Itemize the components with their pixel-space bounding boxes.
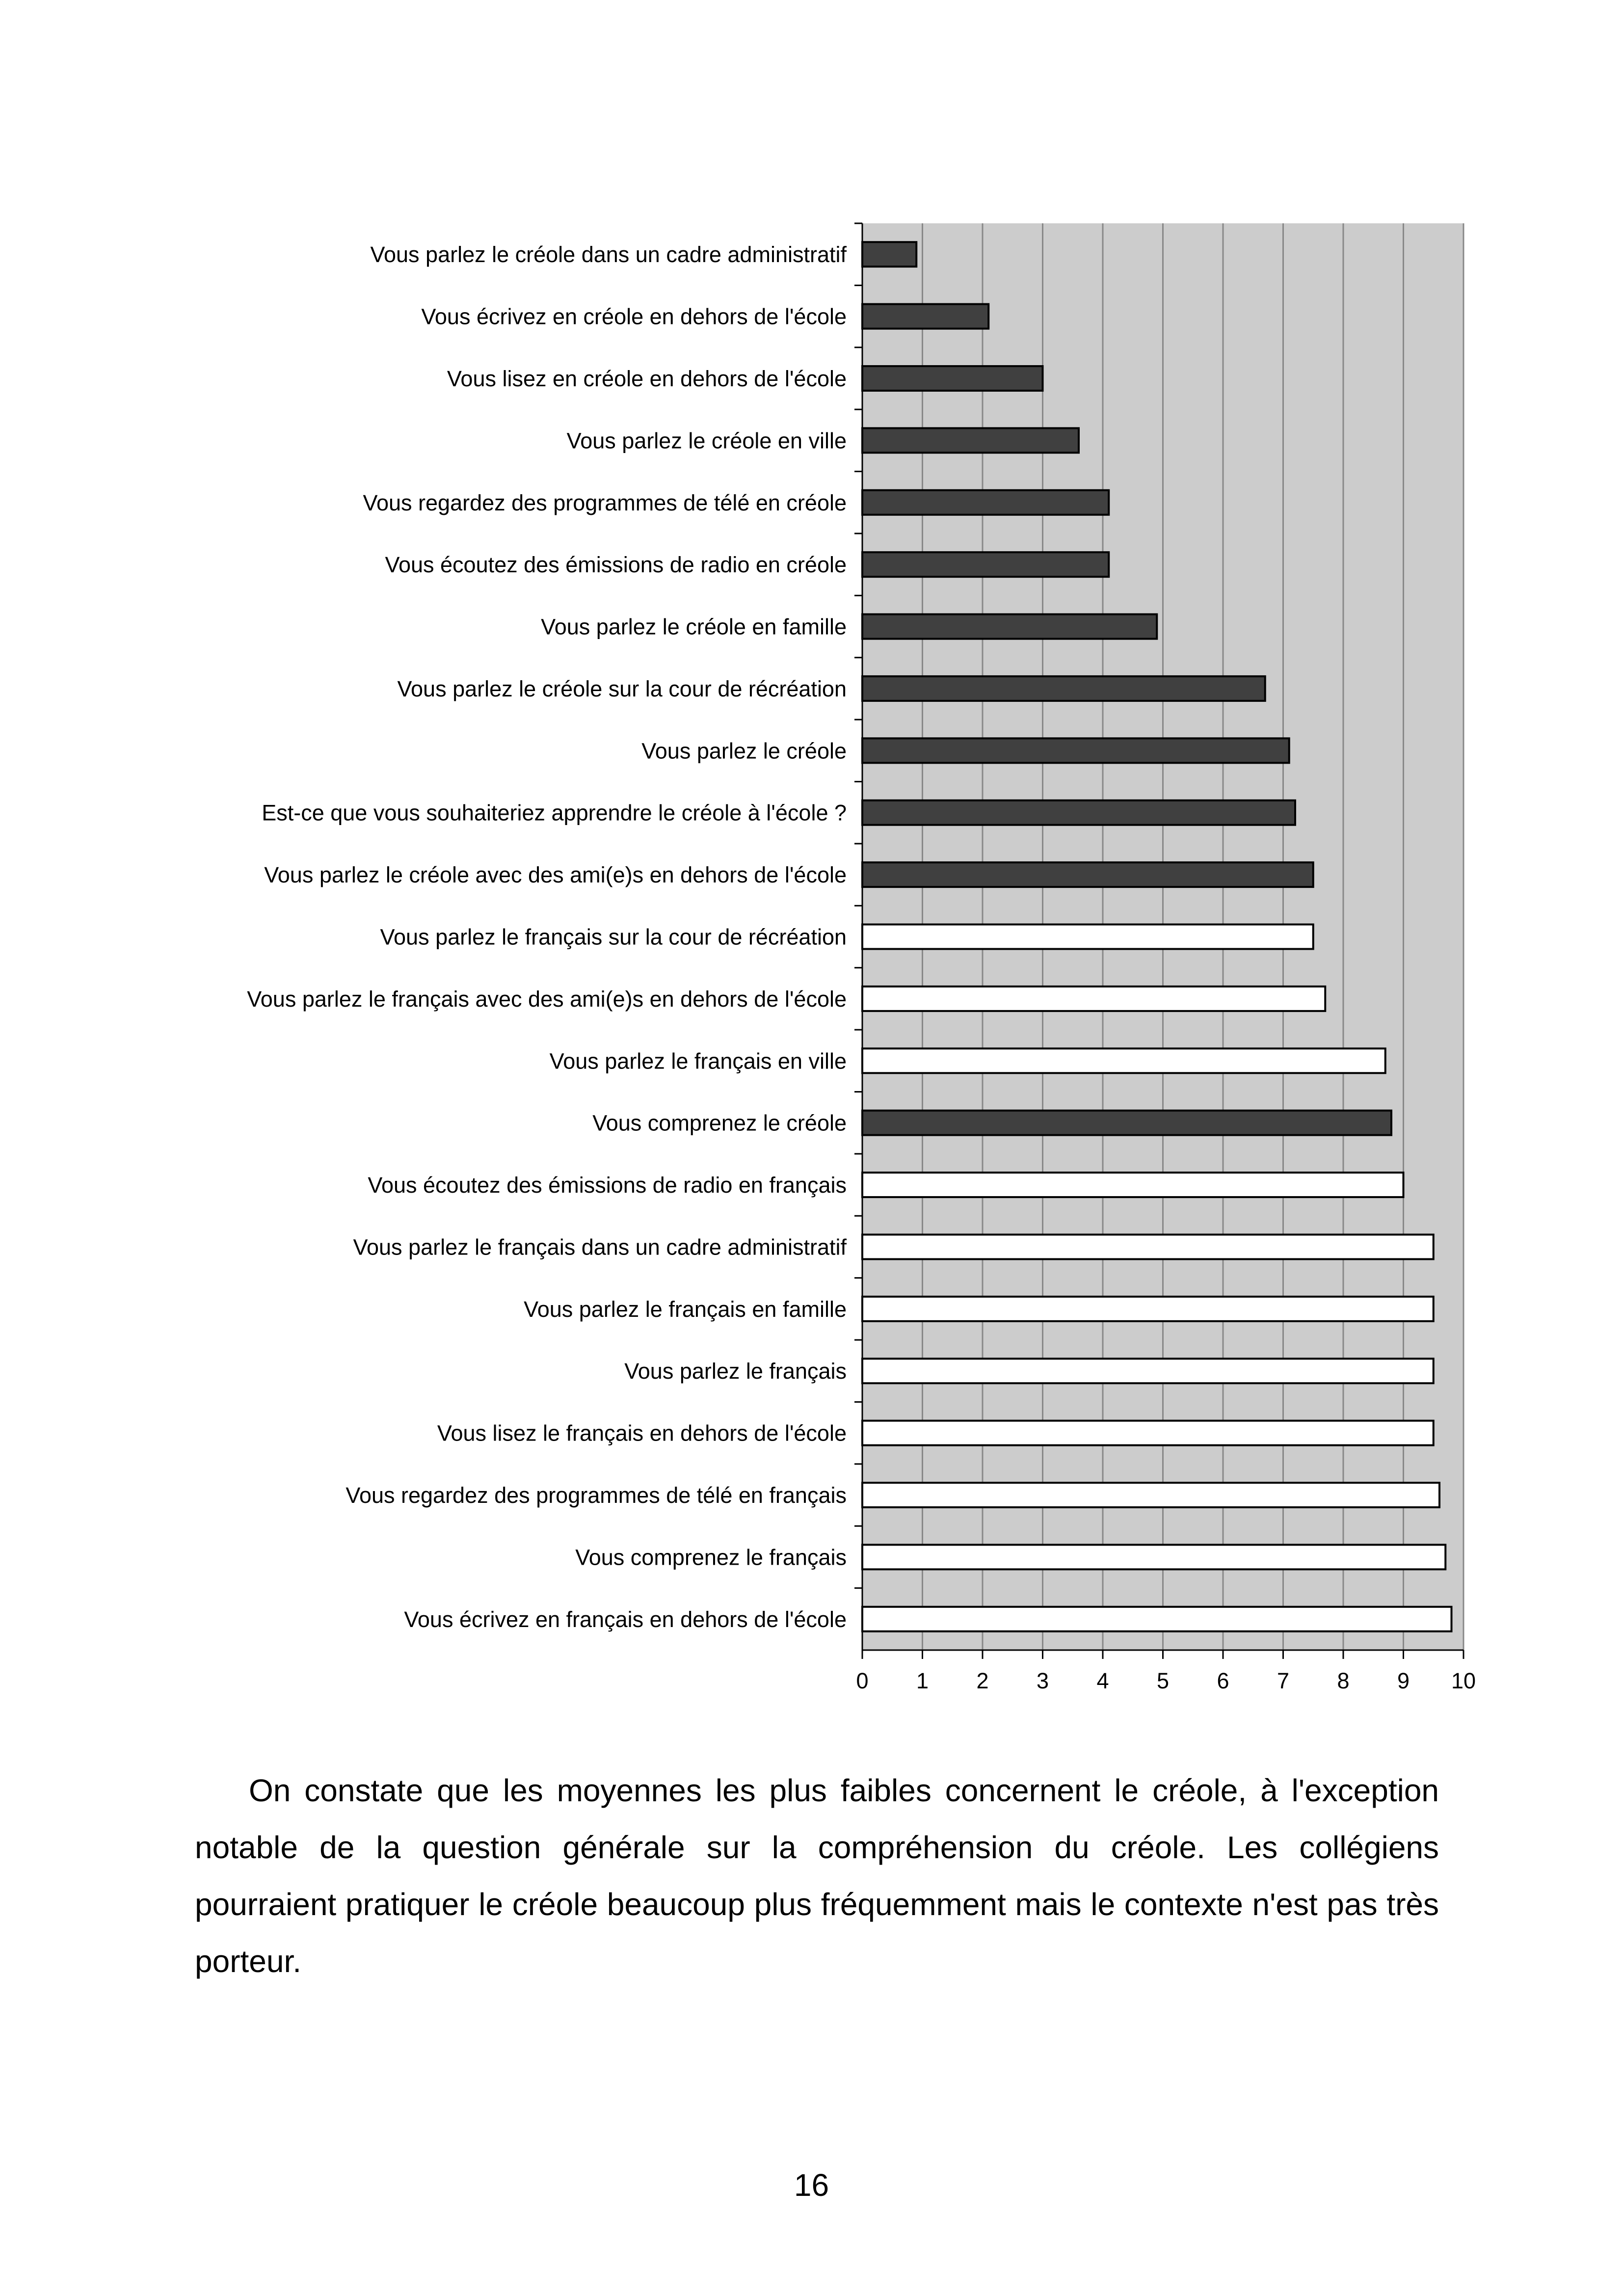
bar-francais [862, 1234, 1434, 1259]
bar-creole [862, 801, 1295, 825]
category-label: Vous parlez le français en ville [549, 1048, 847, 1074]
bar-creole [862, 552, 1109, 577]
bar-creole [862, 1111, 1391, 1135]
category-label: Vous parlez le français avec des ami(e)s en dehors de l'école [247, 986, 847, 1012]
page-number: 16 [794, 2167, 829, 2203]
category-label: Vous parlez le français [624, 1359, 847, 1384]
category-label: Vous parlez le français dans un cadre administratif [353, 1234, 847, 1260]
category-label: Vous parlez le créole sur la cour de récréation [397, 676, 847, 701]
category-label: Est-ce que vous souhaiteriez apprendre le créole à l'école ? [262, 800, 847, 826]
category-label: Vous écoutez des émissions de radio en français [368, 1173, 847, 1198]
category-label: Vous parlez le créole avec des ami(e)s en dehors de l'école [264, 862, 847, 888]
category-label: Vous regardez des programmes de télé en français [346, 1483, 847, 1508]
category-label: Vous parlez le créole [641, 738, 847, 764]
x-tick-label: 5 [1156, 1668, 1170, 1693]
bar-francais [862, 1421, 1434, 1445]
bar-francais [862, 1483, 1439, 1507]
x-tick-label: 1 [916, 1668, 929, 1693]
category-label: Vous lisez le français en dehors de l'école [437, 1420, 847, 1446]
category-label: Vous regardez des programmes de télé en créole [363, 490, 847, 515]
bar-creole [862, 490, 1109, 515]
x-tick-label: 2 [976, 1668, 989, 1693]
category-label: Vous comprenez le créole [592, 1110, 847, 1136]
x-tick-label: 3 [1036, 1668, 1049, 1693]
x-tick-label: 10 [1451, 1668, 1476, 1693]
category-label: Vous parlez le créole dans un cadre administratif [370, 242, 847, 267]
bar-creole [862, 614, 1157, 639]
category-label: Vous parlez le créole en famille [541, 614, 847, 640]
category-label: Vous écrivez en créole en dehors de l'école [421, 304, 847, 329]
x-tick-labels [856, 1668, 1476, 1693]
x-tick-label: 4 [1096, 1668, 1109, 1693]
bar-creole [862, 242, 916, 267]
x-tick-label: 0 [856, 1668, 869, 1693]
bar-francais [862, 1297, 1434, 1321]
bar-creole [862, 304, 988, 329]
x-tick-label: 9 [1397, 1668, 1410, 1693]
bar-creole [862, 738, 1289, 763]
bar-creole [862, 862, 1313, 887]
category-label: Vous comprenez le français [575, 1545, 847, 1570]
x-tick-label: 6 [1217, 1668, 1229, 1693]
bar-francais [862, 1607, 1452, 1631]
bar-francais [862, 1173, 1404, 1197]
category-label: Vous parlez le français en famille [524, 1296, 847, 1322]
bar-francais [862, 987, 1325, 1011]
category-label: Vous parlez le français sur la cour de récréation [380, 924, 847, 950]
category-label: Vous écrivez en français en dehors de l'école [404, 1606, 847, 1632]
x-tick-label: 8 [1337, 1668, 1350, 1693]
bar-francais [862, 925, 1313, 949]
body-paragraph: On constate que les moyennes les plus faibles concernent le créole, à l'exception notable de la question générale sur la compréhension du créole. Les collégiens pourraient pratiquer le créole beaucoup plus fréquemment mais le contexte n'est pas très porteur. [195, 1773, 1439, 1979]
bar-creole [862, 366, 1043, 391]
category-label: Vous lisez en créole en dehors de l'école [447, 366, 847, 391]
bar-creole [862, 676, 1265, 701]
category-labels [247, 242, 847, 1632]
bar-francais [862, 1545, 1445, 1569]
category-label: Vous parlez le créole en ville [566, 428, 847, 454]
bar-francais [862, 1359, 1434, 1383]
category-label: Vous écoutez des émissions de radio en créole [385, 552, 847, 578]
x-tick-label: 7 [1277, 1668, 1290, 1693]
bar-francais [862, 1048, 1385, 1073]
bar-creole [862, 428, 1079, 453]
